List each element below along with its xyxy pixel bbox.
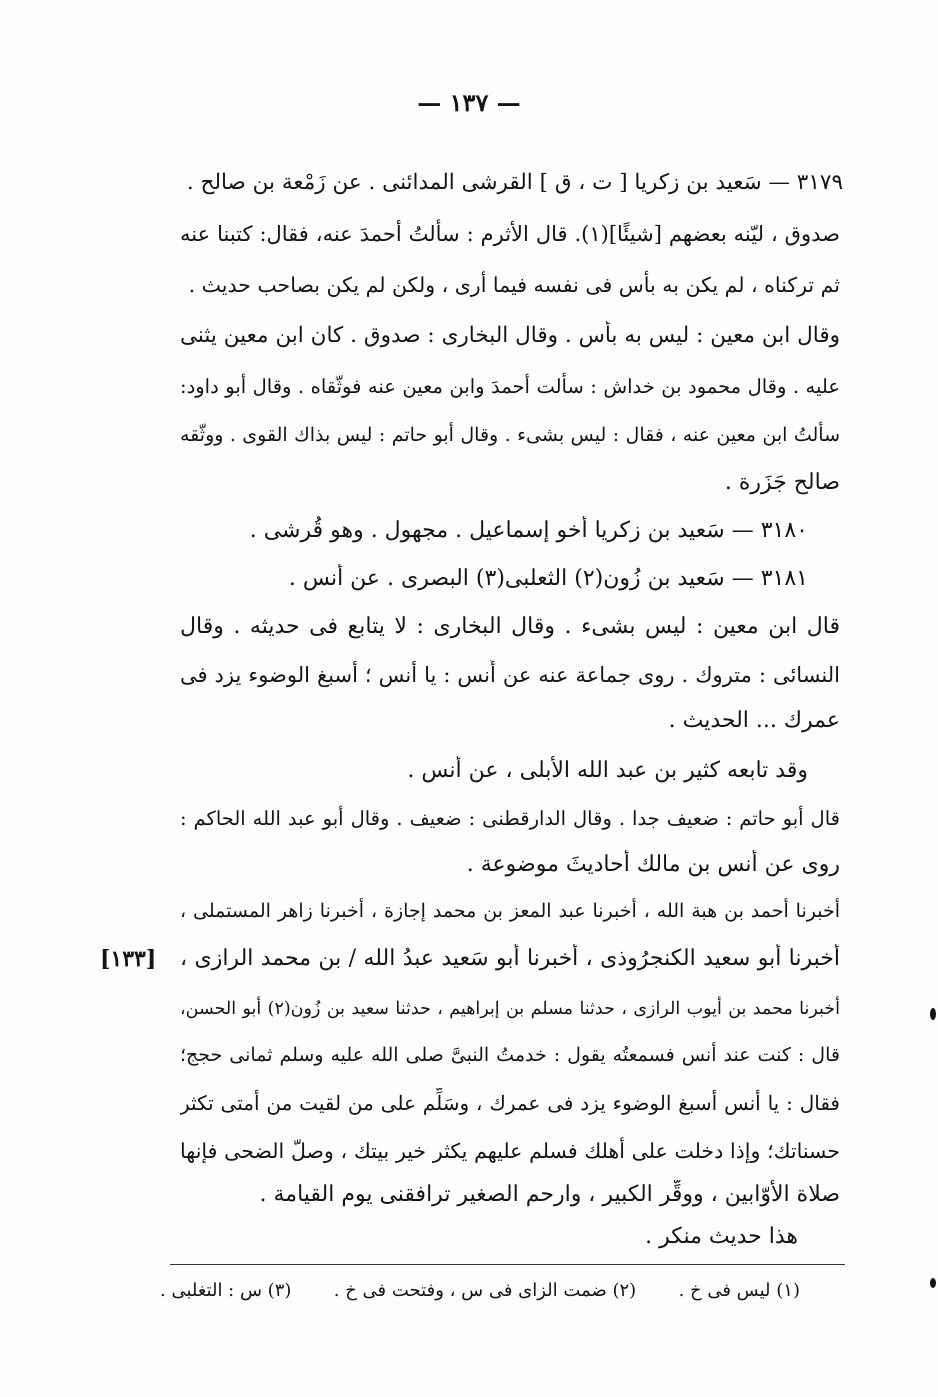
text-line: قال ابن معين : ليس بشىء . وقال البخارى : لا يتابع فى حديثه . وقال — [180, 614, 840, 639]
text-line: أخبرنا محمد بن أيوب الرازى ، حدثنا مسلم بن إبراهيم ، حدثنا سعيد بن زُون(٢) أبو الحسن، — [180, 999, 840, 1019]
text-line: قال أبو حاتم : ضعيف جدا . وقال الدارقطنى : ضعيف . وقال أبو عبد الله الحاكم : — [180, 807, 840, 830]
footnote-separator — [170, 1264, 845, 1265]
text-line: سألتُ ابن معين عنه ، فقال : ليس بشىء . وقال أبو حاتم : ليس بذاك القوى . ووثّقه — [180, 424, 840, 446]
scan-speck — [930, 1008, 936, 1020]
text-line: ٣١٨١ — سَعيد بن زُون(٢) الثعلبى(٣) البصرى . عن أنس . — [288, 566, 808, 591]
text-line: روى عن أنس بن مالك أحاديثَ موضوعة . — [466, 852, 840, 877]
text-line: قال : كنت عند أنس فسمعتُه يقول : خدمتُ النبىَّ صلى الله عليه وسلم ثمانى حجج؛ — [180, 1044, 840, 1066]
text-line: حسناتك؛ وإذا دخلت على أهلك فسلم عليهم يكثر خير بيتك ، وصلّ الضحى فإنها — [180, 1139, 840, 1163]
margin-note: [١٣٣] — [100, 946, 157, 972]
text-line: وقال ابن معين : ليس به بأس . وقال البخارى : صدوق . كان ابن معين يثنى — [180, 323, 840, 348]
text-line: ٣١٧٩ — سَعيد بن زكريا [ ت ، ق ] القرشى المدائنى . عن زَمْعة بن صالح . — [186, 170, 843, 195]
footnote-1: (١) ليس فى خ . — [678, 1280, 800, 1301]
text-line: أخبرنا أحمد بن هبة الله ، أخبرنا عبد المعز بن محمد إجازة ، أخبرنا زاهر المستملى ، — [180, 900, 840, 922]
text-line: أخبرنا أبو سعيد الكنجرُوذى ، أخبرنا أبو سَعيد عبدُ الله / بن محمد الرازى ، — [180, 946, 840, 971]
footnote-3: (٣) س : التغلبى . — [160, 1280, 292, 1301]
text-line: صالح جَزَرة . — [724, 470, 840, 495]
text-line: صلاة الأوّابين ، ووقِّر الكبير ، وارحم الصغير ترافقنى يوم القيامة . — [259, 1182, 840, 1207]
text-line: ٣١٨٠ — سَعيد بن زكريا أخو إسماعيل . مجهول . وهو قُرشى . — [249, 518, 808, 543]
text-line: صدوق ، ليّنه بعضهم [شيئًا](١). قال الأثرم : سألتُ أحمدَ عنه، فقال: كتبنا عنه — [180, 222, 840, 246]
text-line: فقال : يا أنس أسبغ الوضوء يزد فى عمرك ، وسَلِّم على من لقيت من أمتى تكثر — [180, 1091, 840, 1115]
scan-speck — [930, 1278, 936, 1288]
text-line: هذا حديث منكر . — [645, 1224, 798, 1249]
text-line: ثم تركناه ، لم يكن به بأس فى نفسه فيما أرى ، ولكن لم يكن بصاحب حديث . — [188, 273, 840, 297]
page-number: — ١٣٧ — — [417, 88, 521, 117]
text-line: النسائى : متروك . روى جماعة عنه عن أَنس : يا أنس ؛ أسبغ الوضوء يزد فى — [180, 663, 840, 687]
footnote-2: (٢) ضمت الزاى فى س ، وفتحت فى خ . — [333, 1280, 637, 1301]
text-line: عمرك ... الحديث . — [668, 708, 840, 733]
text-line: عليه . وقال محمود بن خداش : سألت أحمدَ وابن معين عنه فوثّقاه . وقال أبو داود: — [180, 375, 840, 398]
footnotes — [160, 1276, 800, 1306]
text-line: وقد تابعه كثير بن عبد الله الأُبلى ، عن أنس . — [407, 758, 808, 783]
